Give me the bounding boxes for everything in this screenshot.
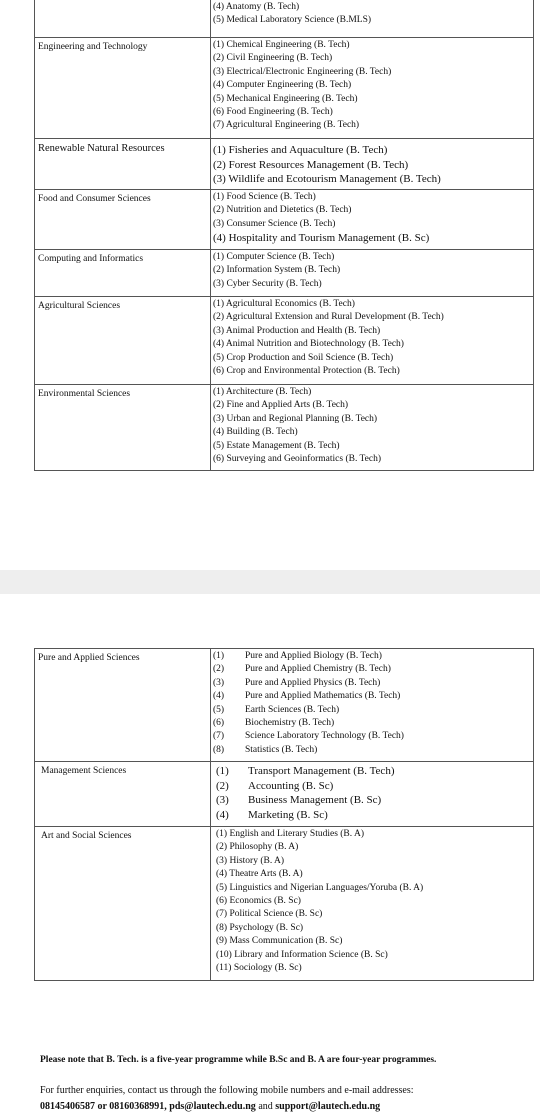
- table-row: [35, 0, 534, 38]
- programme-item: (5) Crop Production and Soil Science (B. Tech): [213, 352, 394, 363]
- enquiry-intro: For further enquiries, contact us through the following mobile numbers and e-mail addresses:: [40, 1085, 414, 1096]
- programmes-cell: [211, 0, 534, 38]
- programme-name: Statistics (B. Tech): [245, 744, 318, 755]
- programme-item: (3) History (B. A): [216, 855, 285, 866]
- programme-item: [213, 704, 533, 717]
- page-separator: [0, 570, 540, 594]
- programmes-cell: [211, 762, 534, 827]
- programme-item: (6) Surveying and Geoinformatics (B. Tech): [213, 454, 382, 465]
- programme-name: Pure and Applied Physics (B. Tech): [245, 677, 381, 688]
- programme-item: (1) Chemical Engineering (B. Tech): [213, 40, 350, 50]
- programme-item: (10) Library and Information Science (B. Sc): [216, 949, 388, 960]
- programme-item: (1) Computer Science (B. Tech): [213, 252, 335, 262]
- programme-item: (7) Agricultural Engineering (B. Tech): [213, 120, 360, 131]
- faculty-cell: Renewable Natural Resources: [35, 139, 211, 190]
- support-email: support@lautech.edu.ng: [275, 1101, 381, 1112]
- programme-item: (1) Agricultural Economics (B. Tech): [213, 299, 355, 309]
- faculty-cell: Engineering and Technology: [35, 38, 211, 139]
- table-row: [35, 139, 534, 190]
- table-row: [35, 385, 534, 471]
- programme-name: Pure and Applied Mathematics (B. Tech): [245, 691, 401, 702]
- programme-name: Pure and Applied Chemistry (B. Tech): [245, 664, 391, 675]
- programme-name: Accounting (B. Sc): [248, 779, 334, 792]
- programme-name: Business Management (B. Sc): [248, 794, 382, 807]
- programme-duration-note: Please note that B. Tech. is a five-year programme while B.Sc and B. A are four-year programmes.: [40, 1055, 437, 1065]
- programme-item: (2) Forest Resources Management (B. Tech): [213, 158, 409, 171]
- programme-item: (5) Medical Laboratory Science (B.MLS): [213, 15, 372, 26]
- programme-number: (4): [216, 808, 229, 821]
- programmes-cell: [211, 297, 534, 385]
- programme-item: (5) Mechanical Engineering (B. Tech): [213, 93, 358, 104]
- programmes-cell: [211, 250, 534, 297]
- programme-number: (5): [213, 704, 225, 715]
- enquiry-block: [40, 1083, 414, 1115]
- programme-number: (7): [213, 731, 225, 742]
- enquiry-contacts-line: [40, 1099, 414, 1115]
- programme-item: [216, 808, 533, 823]
- faculty-cell: Computing and Informatics: [35, 250, 211, 297]
- programme-item: (9) Mass Communication (B. Sc): [216, 936, 343, 947]
- programme-item: (4) Animal Nutrition and Biotechnology (B. Tech): [213, 339, 404, 350]
- programme-item: (5) Estate Management (B. Tech): [213, 440, 340, 451]
- programme-item: [213, 663, 533, 676]
- programme-item: (11) Sociology (B. Sc): [216, 963, 302, 974]
- programme-item: (3) Urban and Regional Planning (B. Tech): [213, 413, 378, 424]
- programme-item: (1) Fisheries and Aquaculture (B. Tech): [213, 144, 388, 156]
- faculty-cell: Pure and Applied Sciences: [35, 649, 211, 762]
- table-row: [35, 190, 534, 250]
- programme-item: (6) Economics (B. Sc): [216, 896, 301, 907]
- enquiry-contacts: 08145406587 or 08160368991, pds@lautech.edu.ng: [40, 1101, 256, 1112]
- faculty-cell: Environmental Sciences: [35, 385, 211, 471]
- programme-item: (2) Fine and Applied Arts (B. Tech): [213, 400, 349, 411]
- programme-item: (1) Architecture (B. Tech): [213, 387, 312, 397]
- programme-number: (6): [213, 718, 225, 729]
- programme-number: (4): [213, 691, 225, 702]
- programme-name: Pure and Applied Biology (B. Tech): [245, 651, 382, 661]
- programmes-table-1: [34, 0, 534, 471]
- programmes-cell: [211, 38, 534, 139]
- faculty-cell: [35, 0, 211, 38]
- programme-number: (8): [213, 744, 225, 755]
- programme-name: Marketing (B. Sc): [248, 808, 328, 821]
- faculty-cell: Art and Social Sciences: [35, 827, 211, 981]
- programme-name: Biochemistry (B. Tech): [245, 718, 335, 729]
- programme-number: (1): [213, 651, 225, 661]
- table-row: [35, 38, 534, 139]
- programme-item: [216, 793, 533, 808]
- programmes-cell: [211, 139, 534, 190]
- programmes-table-2: [34, 648, 534, 981]
- programme-item: (3) Cyber Security (B. Tech): [213, 278, 322, 289]
- programme-item: [213, 690, 533, 703]
- programme-item: (4) Computer Engineering (B. Tech): [213, 80, 352, 91]
- programme-item: (8) Psychology (B. Sc): [216, 922, 304, 933]
- programme-item: (4) Theatre Arts (B. A): [216, 869, 303, 880]
- table-row: [35, 297, 534, 385]
- document-page-2: [0, 594, 540, 1112]
- programme-item: (2) Civil Engineering (B. Tech): [213, 53, 333, 64]
- programme-item: [216, 779, 533, 794]
- enquiry-and: and: [255, 1101, 276, 1112]
- programme-name: Science Laboratory Technology (B. Tech): [245, 731, 404, 742]
- programme-item: (6) Food Engineering (B. Tech): [213, 107, 333, 118]
- programme-item: (4) Hospitality and Tourism Management (B. Sc): [213, 232, 430, 245]
- programme-item: (4) Building (B. Tech): [213, 427, 298, 438]
- programmes-cell: [211, 190, 534, 250]
- programme-item: (2) Nutrition and Dietetics (B. Tech): [213, 205, 352, 216]
- programme-item: [213, 717, 533, 730]
- table-row: [35, 649, 534, 762]
- programme-item: [213, 744, 533, 757]
- programme-number: (1): [216, 765, 229, 777]
- programme-item: (1) English and Literary Studies (B. A): [216, 829, 365, 839]
- programme-item: (3) Electrical/Electronic Engineering (B. Tech): [213, 66, 392, 77]
- programme-item: (4) Anatomy (B. Tech): [213, 2, 300, 12]
- programme-item: (5) Linguistics and Nigerian Languages/Yoruba (B. A): [216, 882, 424, 893]
- programme-item: (1) Food Science (B. Tech): [213, 192, 316, 202]
- table-row: [35, 827, 534, 981]
- programme-item: [213, 677, 533, 690]
- programme-name: Earth Sciences (B. Tech): [245, 704, 340, 715]
- table-row: [35, 250, 534, 297]
- faculty-cell: Agricultural Sciences: [35, 297, 211, 385]
- programme-item: (3) Animal Production and Health (B. Tech): [213, 325, 381, 336]
- programme-item: [213, 730, 533, 743]
- programmes-cell: [211, 649, 534, 762]
- faculty-cell: Management Sciences: [35, 762, 211, 827]
- programme-number: (2): [216, 779, 229, 792]
- programme-item: (3) Wildlife and Ecotourism Management (B. Tech): [213, 173, 441, 186]
- programme-item: (7) Political Science (B. Sc): [216, 909, 323, 920]
- programme-item: (2) Agricultural Extension and Rural Development (B. Tech): [213, 312, 444, 323]
- programme-number: (3): [216, 794, 229, 807]
- programme-name: Transport Management (B. Tech): [248, 765, 395, 777]
- table-row: [35, 762, 534, 827]
- programmes-cell: [211, 827, 534, 981]
- programme-item: (3) Consumer Science (B. Tech): [213, 218, 336, 229]
- programme-item: [216, 764, 533, 779]
- programme-item: (2) Philosophy (B. A): [216, 842, 299, 853]
- programmes-cell: [211, 385, 534, 471]
- programme-item: (2) Information System (B. Tech): [213, 265, 341, 276]
- programme-item: [213, 650, 533, 663]
- programme-number: (3): [213, 677, 225, 688]
- programme-item: (6) Crop and Environmental Protection (B. Tech): [213, 366, 400, 377]
- faculty-cell: Food and Consumer Sciences: [35, 190, 211, 250]
- programme-number: (2): [213, 664, 225, 675]
